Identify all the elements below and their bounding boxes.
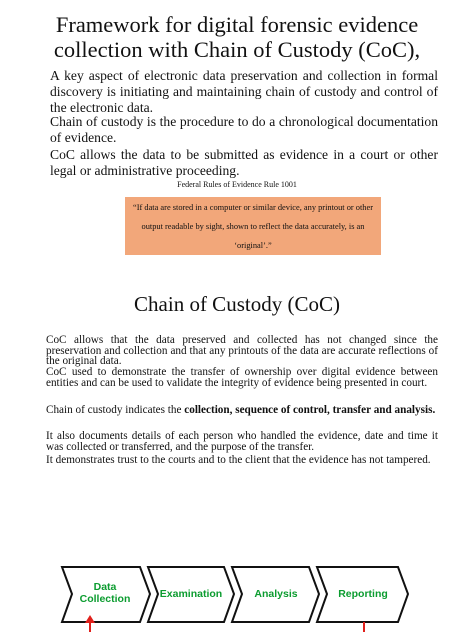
paragraph-text: A key aspect of electronic data preservation and collection in formal discovery is initiating and maintaining chain of custody and control of the electronic data. (50, 68, 438, 115)
slide2-paragraph-2: CoC used to demonstrate the transfer of ownership over digital evidence between entities and can be used to validate the integrity of evidence being presented in court. (46, 366, 438, 389)
slide1-paragraph-3 (50, 147, 438, 179)
slide1-title-line1: Framework for digital forensic evidence (55, 12, 419, 37)
step-label-analysis: Analysis (254, 588, 298, 600)
step-label-examination: Examination (159, 588, 223, 600)
paragraph-bold: collection, sequence of control, transfer and analysis. (184, 404, 436, 416)
paragraph-text: Chain of custody is the procedure to do a chronological documentation of evidence. (50, 114, 438, 145)
rule-caption: Federal Rules of Evidence Rule 1001 (177, 180, 297, 189)
slide2-paragraph-1: CoC allows that the data preserved and collected has not changed since the preservation and collection and that any printouts of the data are accurate reflections of the original data. (46, 334, 438, 368)
slide2-paragraph-5: It demonstrates trust to the courts and to the client that the evidence has not tampered. (46, 454, 431, 466)
slide2-paragraph-4: It also documents details of each person who handled the evidence, date and time it was collected or transferred, and the purpose of the transfer. (46, 430, 438, 453)
slide1-paragraph-2 (50, 114, 438, 146)
slide1-paragraph-1 (50, 68, 438, 115)
slide1-title-line2: collection with Chain of Custody (CoC), (53, 37, 421, 62)
quote-text: “If data are stored in a computer or similar device, any printout or other output readable by sight, shown to reflect the data accurately, is an ‘original’.” (133, 202, 373, 250)
slide2-paragraph-3 (46, 405, 438, 416)
paragraph-text: CoC allows the data to be submitted as evidence in a court or other legal or administrative proceeding. (50, 147, 438, 178)
process-flow-shapes (0, 564, 474, 632)
quote-box (125, 197, 381, 255)
step-label-reporting: Reporting (338, 588, 388, 600)
slide1-title (0, 12, 474, 62)
slide2-title: Chain of Custody (CoC) (134, 292, 340, 316)
step-label-data-collection: Data Collection (79, 581, 131, 605)
process-flow (0, 564, 474, 632)
paragraph-prefix: Chain of custody indicates the (46, 404, 185, 416)
